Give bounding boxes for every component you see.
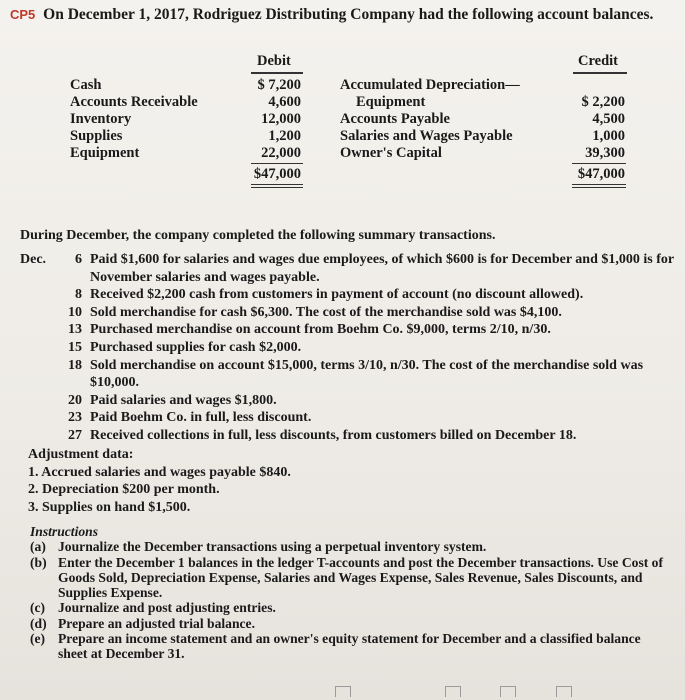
transaction-day: 8 <box>75 287 82 303</box>
credit-header: Credit <box>578 53 619 69</box>
instruction-label: (c) <box>30 600 46 616</box>
instruction-label: (a) <box>30 539 46 555</box>
credit-total-double-rule-1 <box>572 184 626 185</box>
debit-account: Inventory <box>70 111 132 127</box>
credit-amount: 39,300 <box>585 145 625 161</box>
credit-total: $47,000 <box>577 166 625 182</box>
transaction-day: 13 <box>68 322 82 338</box>
debit-total-rule <box>251 163 303 164</box>
debit-account: Accounts Receivable <box>70 94 198 110</box>
narrative: During December, the company completed the following summary transactions. <box>20 228 496 243</box>
transaction-text: Purchased supplies for cash $2,000. <box>90 339 302 355</box>
credit-account: Accounts Payable <box>340 111 450 127</box>
list-icon <box>500 686 516 697</box>
transaction-month <box>20 286 60 304</box>
bottom-toolbar-fragment <box>0 686 685 700</box>
document-icon <box>556 686 572 697</box>
instruction-label: (b) <box>30 554 47 570</box>
credit-account: Equipment <box>356 94 426 110</box>
grid-icon <box>445 686 461 697</box>
transaction-day: 15 <box>68 339 82 355</box>
credit-account: Accumulated Depreciation— <box>340 77 520 93</box>
credit-account: Salaries and Wages Payable <box>340 128 513 144</box>
transaction-text: Paid salaries and wages $1,800. <box>90 392 277 408</box>
adjustment-item: 3. Supplies on hand $1,500. <box>28 499 191 515</box>
instruction-text: Enter the December 1 balances in the ledger T-accounts and post the December transactions. Use Cost of Goods Sold, Depreciation Expense, Salaries and Wages Expense, Sales Revenue, Sales Discounts, and Supplies Expense. <box>58 554 664 601</box>
debit-amount: 1,200 <box>268 128 301 144</box>
credit-amount: $ 2,200 <box>581 94 625 110</box>
transaction-item <box>20 339 685 357</box>
transaction-text: Paid Boehm Co. in full, less discount. <box>90 410 312 426</box>
problem-code: CP5 <box>10 7 36 22</box>
debit-total: $47,000 <box>253 166 301 182</box>
transaction-month <box>20 321 60 339</box>
transaction-month <box>20 427 60 445</box>
adjustment-data <box>28 446 291 516</box>
instruction-text: Prepare an adjusted trial balance. <box>58 615 255 631</box>
credit-amount: 1,000 <box>592 128 625 144</box>
transaction-item <box>20 409 685 427</box>
transaction-day: 10 <box>68 304 82 320</box>
transaction-day: 18 <box>68 357 82 373</box>
transaction-item <box>20 321 685 339</box>
transaction-text: Sold merchandise for cash $6,300. The cost of the merchandise sold was $4,100. <box>90 304 562 320</box>
transaction-item <box>20 304 685 322</box>
transaction-month <box>20 392 60 410</box>
debit-account: Equipment <box>70 145 140 161</box>
transaction-item <box>20 357 685 392</box>
transaction-day: 27 <box>68 427 82 443</box>
problem-title: On December 1, 2017, Rodriguez Distributing Company had the following account balances. <box>43 6 654 23</box>
instructions <box>30 524 670 662</box>
transaction-item <box>20 427 685 445</box>
debit-amount: 12,000 <box>261 111 301 127</box>
debit-account: Cash <box>70 77 102 93</box>
problem-header <box>10 6 653 24</box>
instruction-item <box>30 631 670 662</box>
credit-amount-list <box>560 94 625 162</box>
transaction-month <box>20 409 60 427</box>
transaction-month <box>20 357 60 392</box>
adjustment-item: 1. Accrued salaries and wages payable $840. <box>28 464 291 480</box>
debit-amount: 4,600 <box>268 94 301 110</box>
debit-header: Debit <box>257 53 291 69</box>
transaction-day: 23 <box>68 410 82 426</box>
credit-amount: 4,500 <box>592 111 625 127</box>
transaction-text: Purchased merchandise on account from Boehm Co. $9,000, terms 2/10, n/30. <box>90 322 551 338</box>
transaction-month <box>20 339 60 357</box>
instruction-label: (e) <box>30 631 46 647</box>
instruction-text: Journalize the December transactions using a perpetual inventory system. <box>58 539 487 555</box>
transaction-text: Received $2,200 cash from customers in payment of account (no discount allowed). <box>90 287 584 303</box>
instruction-label: (d) <box>30 615 47 631</box>
transaction-text: Paid $1,600 for salaries and wages due employees, of which $600 is for December and $1,000 is for November salaries and wages payable. <box>90 252 674 285</box>
credit-total-double-rule-2 <box>572 187 626 188</box>
transaction-list <box>20 251 685 445</box>
instructions-title: Instructions <box>30 524 99 539</box>
instruction-item <box>30 555 670 601</box>
expand-icon <box>335 686 351 697</box>
instruction-item <box>30 600 670 615</box>
debit-total-double-rule-2 <box>251 187 303 188</box>
transaction-month <box>20 304 60 322</box>
debit-amount: $ 7,200 <box>257 77 301 93</box>
credit-header-underline <box>573 72 627 74</box>
debit-account: Supplies <box>70 128 123 144</box>
credit-account: Owner's Capital <box>340 145 442 161</box>
transaction-item <box>20 286 685 304</box>
transaction-item <box>20 392 685 410</box>
debit-total-double-rule-1 <box>251 184 303 185</box>
instruction-item <box>30 539 670 554</box>
debit-account-list <box>70 77 198 162</box>
transaction-month: Dec. <box>20 252 47 267</box>
transaction-day: 20 <box>68 392 82 408</box>
transaction-text: Received collections in full, less discounts, from customers billed on December 18. <box>90 427 577 443</box>
transaction-item <box>20 251 685 286</box>
transaction-text: Sold merchandise on account $15,000, terms 3/10, n/30. The cost of the merchandise sold was $10,000. <box>90 357 644 391</box>
adjustment-title: Adjustment data: <box>28 447 134 462</box>
instruction-text: Journalize and post adjusting entries. <box>58 600 276 616</box>
adjustment-item: 2. Depreciation $200 per month. <box>28 482 220 498</box>
debit-amount: 22,000 <box>261 145 301 161</box>
transaction-day: 6 <box>75 252 82 267</box>
credit-account-list <box>340 77 520 162</box>
credit-total-rule <box>572 163 626 164</box>
debit-amount-list <box>238 77 301 162</box>
instruction-text: Prepare an income statement and an owner's equity statement for December and a classified balance sheet at December 31. <box>58 631 641 662</box>
debit-header-underline <box>251 72 303 74</box>
instruction-item <box>30 616 670 631</box>
